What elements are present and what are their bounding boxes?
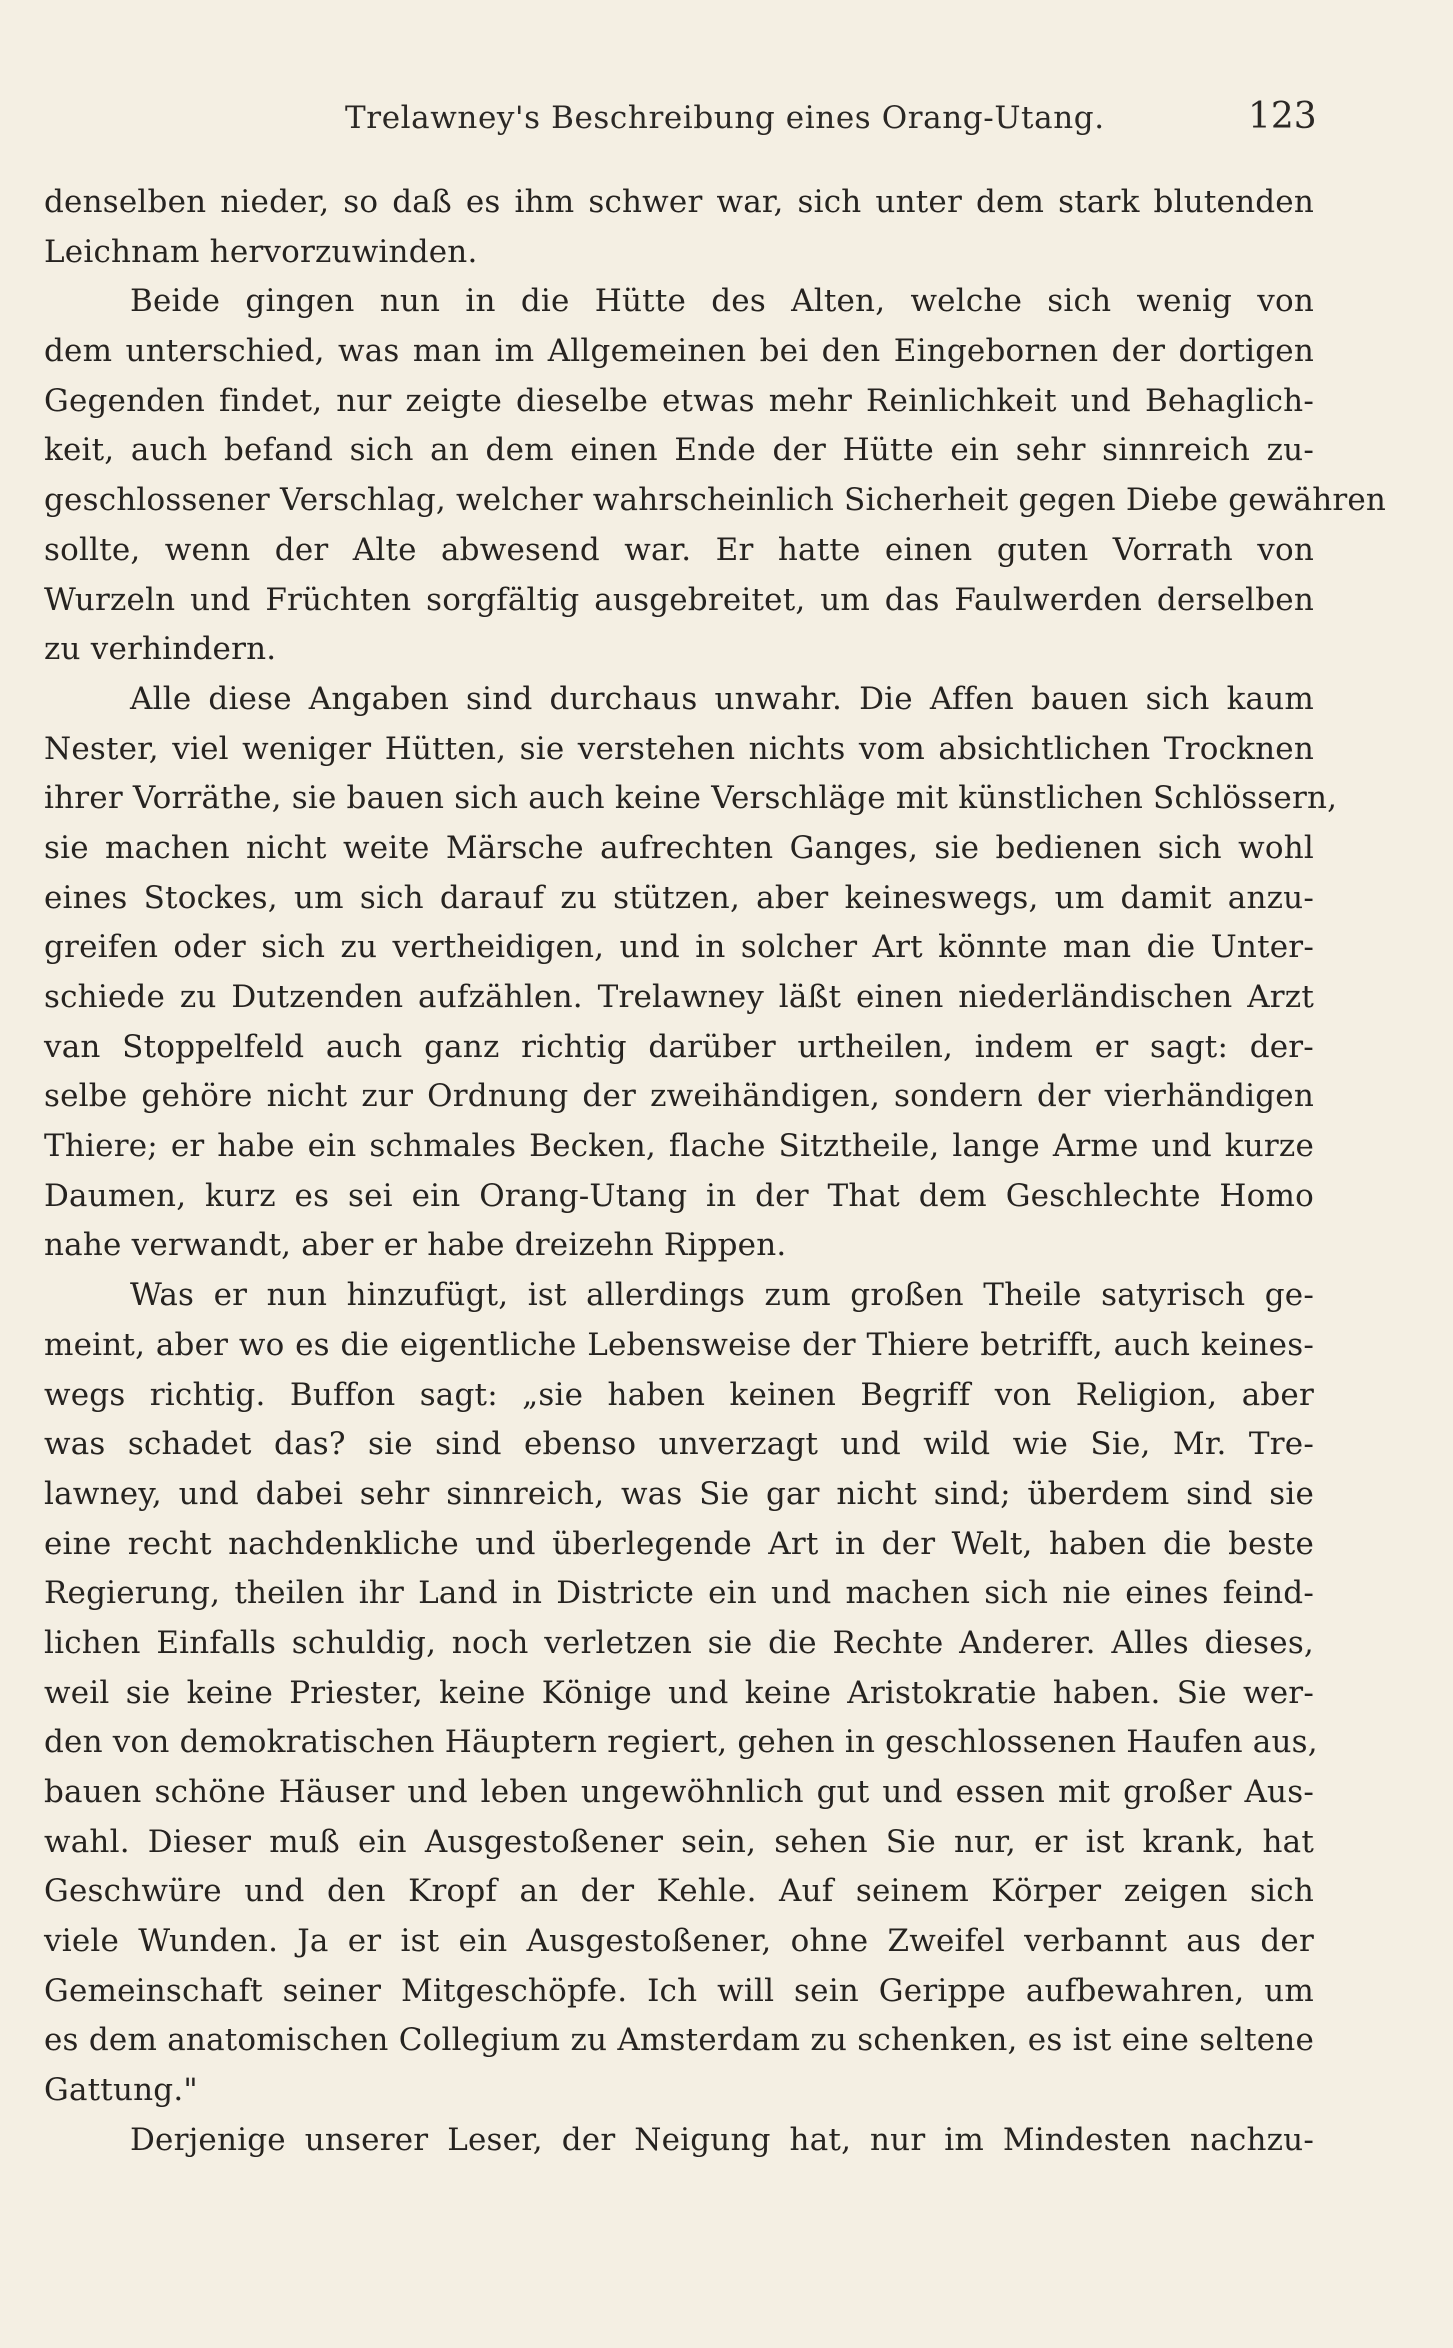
text-line: wegs richtig. Buffon sagt: „sie haben keinen Begriff von Religion, aber xyxy=(44,1376,1314,1413)
text-line: Leichnam hervorzuwinden. xyxy=(44,233,478,270)
body-text xyxy=(44,178,1387,2166)
text-line: Was er nun hinzufügt, ist allerdings zum großen Theile satyrisch ge- xyxy=(130,1277,1314,1314)
text-line: es dem anatomischen Collegium zu Amsterdam zu schenken, es ist eine seltene xyxy=(44,2022,1314,2059)
text-line: schiede zu Dutzenden aufzählen. Trelawney läßt einen niederländischen Arzt xyxy=(44,979,1314,1015)
text-line: sie machen nicht weite Märsche aufrechten Ganges, sie bedienen sich wohl xyxy=(44,829,1314,866)
text-line: Regierung, theilen ihr Land in Districte ein und machen sich nie eines feind- xyxy=(44,1575,1314,1612)
running-title: Trelawney's Beschreibung eines Orang-Utang. xyxy=(345,100,1105,136)
text-line: Gattung." xyxy=(44,2072,198,2109)
text-line: dem unterschied, was man im Allgemeinen bei den Eingebornen der dortigen xyxy=(44,333,1314,370)
text-line: Daumen, kurz es sei ein Orang-Utang in der That dem Geschlechte Homo xyxy=(44,1177,1314,1214)
text-line: Thiere; er habe ein schmales Becken, flache Sitztheile, lange Arme und kurze xyxy=(44,1128,1314,1165)
text-line: Derjenige unserer Leser, der Neigung hat, nur im Mindesten nachzu- xyxy=(130,2121,1314,2158)
text-line: lichen Einfalls schuldig, noch verletzen sie die Rechte Anderer. Alles dieses, xyxy=(44,1624,1314,1661)
text-line: Geschwüre und den Kropf an der Kehle. Auf seinem Körper zeigen sich xyxy=(44,1873,1314,1910)
text-line: eine recht nachdenkliche und überlegende Art in der Welt, haben die beste xyxy=(44,1525,1314,1562)
text-line: eines Stockes, um sich darauf zu stützen, aber keineswegs, um damit anzu- xyxy=(44,879,1314,916)
text-line: van Stoppelfeld auch ganz richtig darüber urtheilen, indem er sagt: der- xyxy=(44,1028,1314,1065)
text-line: meint, aber wo es die eigentliche Lebensweise der Thiere betrifft, auch keines- xyxy=(44,1326,1314,1363)
text-line: den von demokratischen Häuptern regiert, gehen in geschlossenen Haufen aus, xyxy=(44,1724,1318,1761)
text-line: bauen schöne Häuser und leben ungewöhnlich gut und essen mit großer Aus- xyxy=(44,1774,1314,1810)
text-line: selbe gehöre nicht zur Ordnung der zweihändigen, sondern der vierhändigen xyxy=(44,1078,1314,1115)
text-line: denselben nieder, so daß es ihm schwer war, sich unter dem stark blutenden xyxy=(44,184,1314,220)
text-line: viele Wunden. Ja er ist ein Ausgestoßener, ohne Zweifel verbannt aus der xyxy=(44,1923,1314,1960)
page-number: 123 xyxy=(1248,96,1317,137)
text-line: Nester, viel weniger Hütten, sie verstehen nichts vom absichtlichen Trocknen xyxy=(44,730,1314,767)
text-line: was schadet das? sie sind ebenso unverzagt und wild wie Sie, Mr. Tre- xyxy=(44,1426,1314,1463)
text-line: sollte, wenn der Alte abwesend war. Er hatte einen guten Vorrath von xyxy=(44,531,1314,568)
text-line: wahl. Dieser muß ein Ausgestoßener sein, sehen Sie nur, er ist krank, hat xyxy=(44,1823,1314,1860)
text-line: keit, auch befand sich an dem einen Ende der Hütte ein sehr sinnreich zu- xyxy=(44,432,1314,469)
text-line: Wurzeln und Früchten sorgfältig ausgebreitet, um das Faulwerden derselben xyxy=(44,581,1314,618)
text-line: lawney, und dabei sehr sinnreich, was Sie gar nicht sind; überdem sind sie xyxy=(44,1475,1314,1512)
text-line: zu verhindern. xyxy=(44,631,277,668)
text-line: Alle diese Angaben sind durchaus unwahr. Die Affen bauen sich kaum xyxy=(130,680,1314,717)
text-line: Beide gingen nun in die Hütte des Alten, welche sich wenig von xyxy=(130,283,1314,320)
text-line: Gemeinschaft seiner Mitgeschöpfe. Ich will sein Gerippe aufbewahren, um xyxy=(44,1972,1314,2009)
text-line: nahe verwandt, aber er habe dreizehn Rippen. xyxy=(44,1227,787,1264)
text-line: geschlossener Verschlag, welcher wahrscheinlich Sicherheit gegen Diebe gewähren xyxy=(44,482,1387,519)
text-line: greifen oder sich zu vertheidigen, und in solcher Art könnte man die Unter- xyxy=(44,929,1314,966)
text-line: ihrer Vorräthe, sie bauen sich auch keine Verschläge mit künstlichen Schlössern, xyxy=(44,780,1338,817)
text-line: weil sie keine Priester, keine Könige und keine Aristokratie haben. Sie wer- xyxy=(44,1674,1314,1711)
text-line: Gegenden findet, nur zeigte dieselbe etwas mehr Reinlichkeit und Behaglich- xyxy=(44,382,1314,419)
